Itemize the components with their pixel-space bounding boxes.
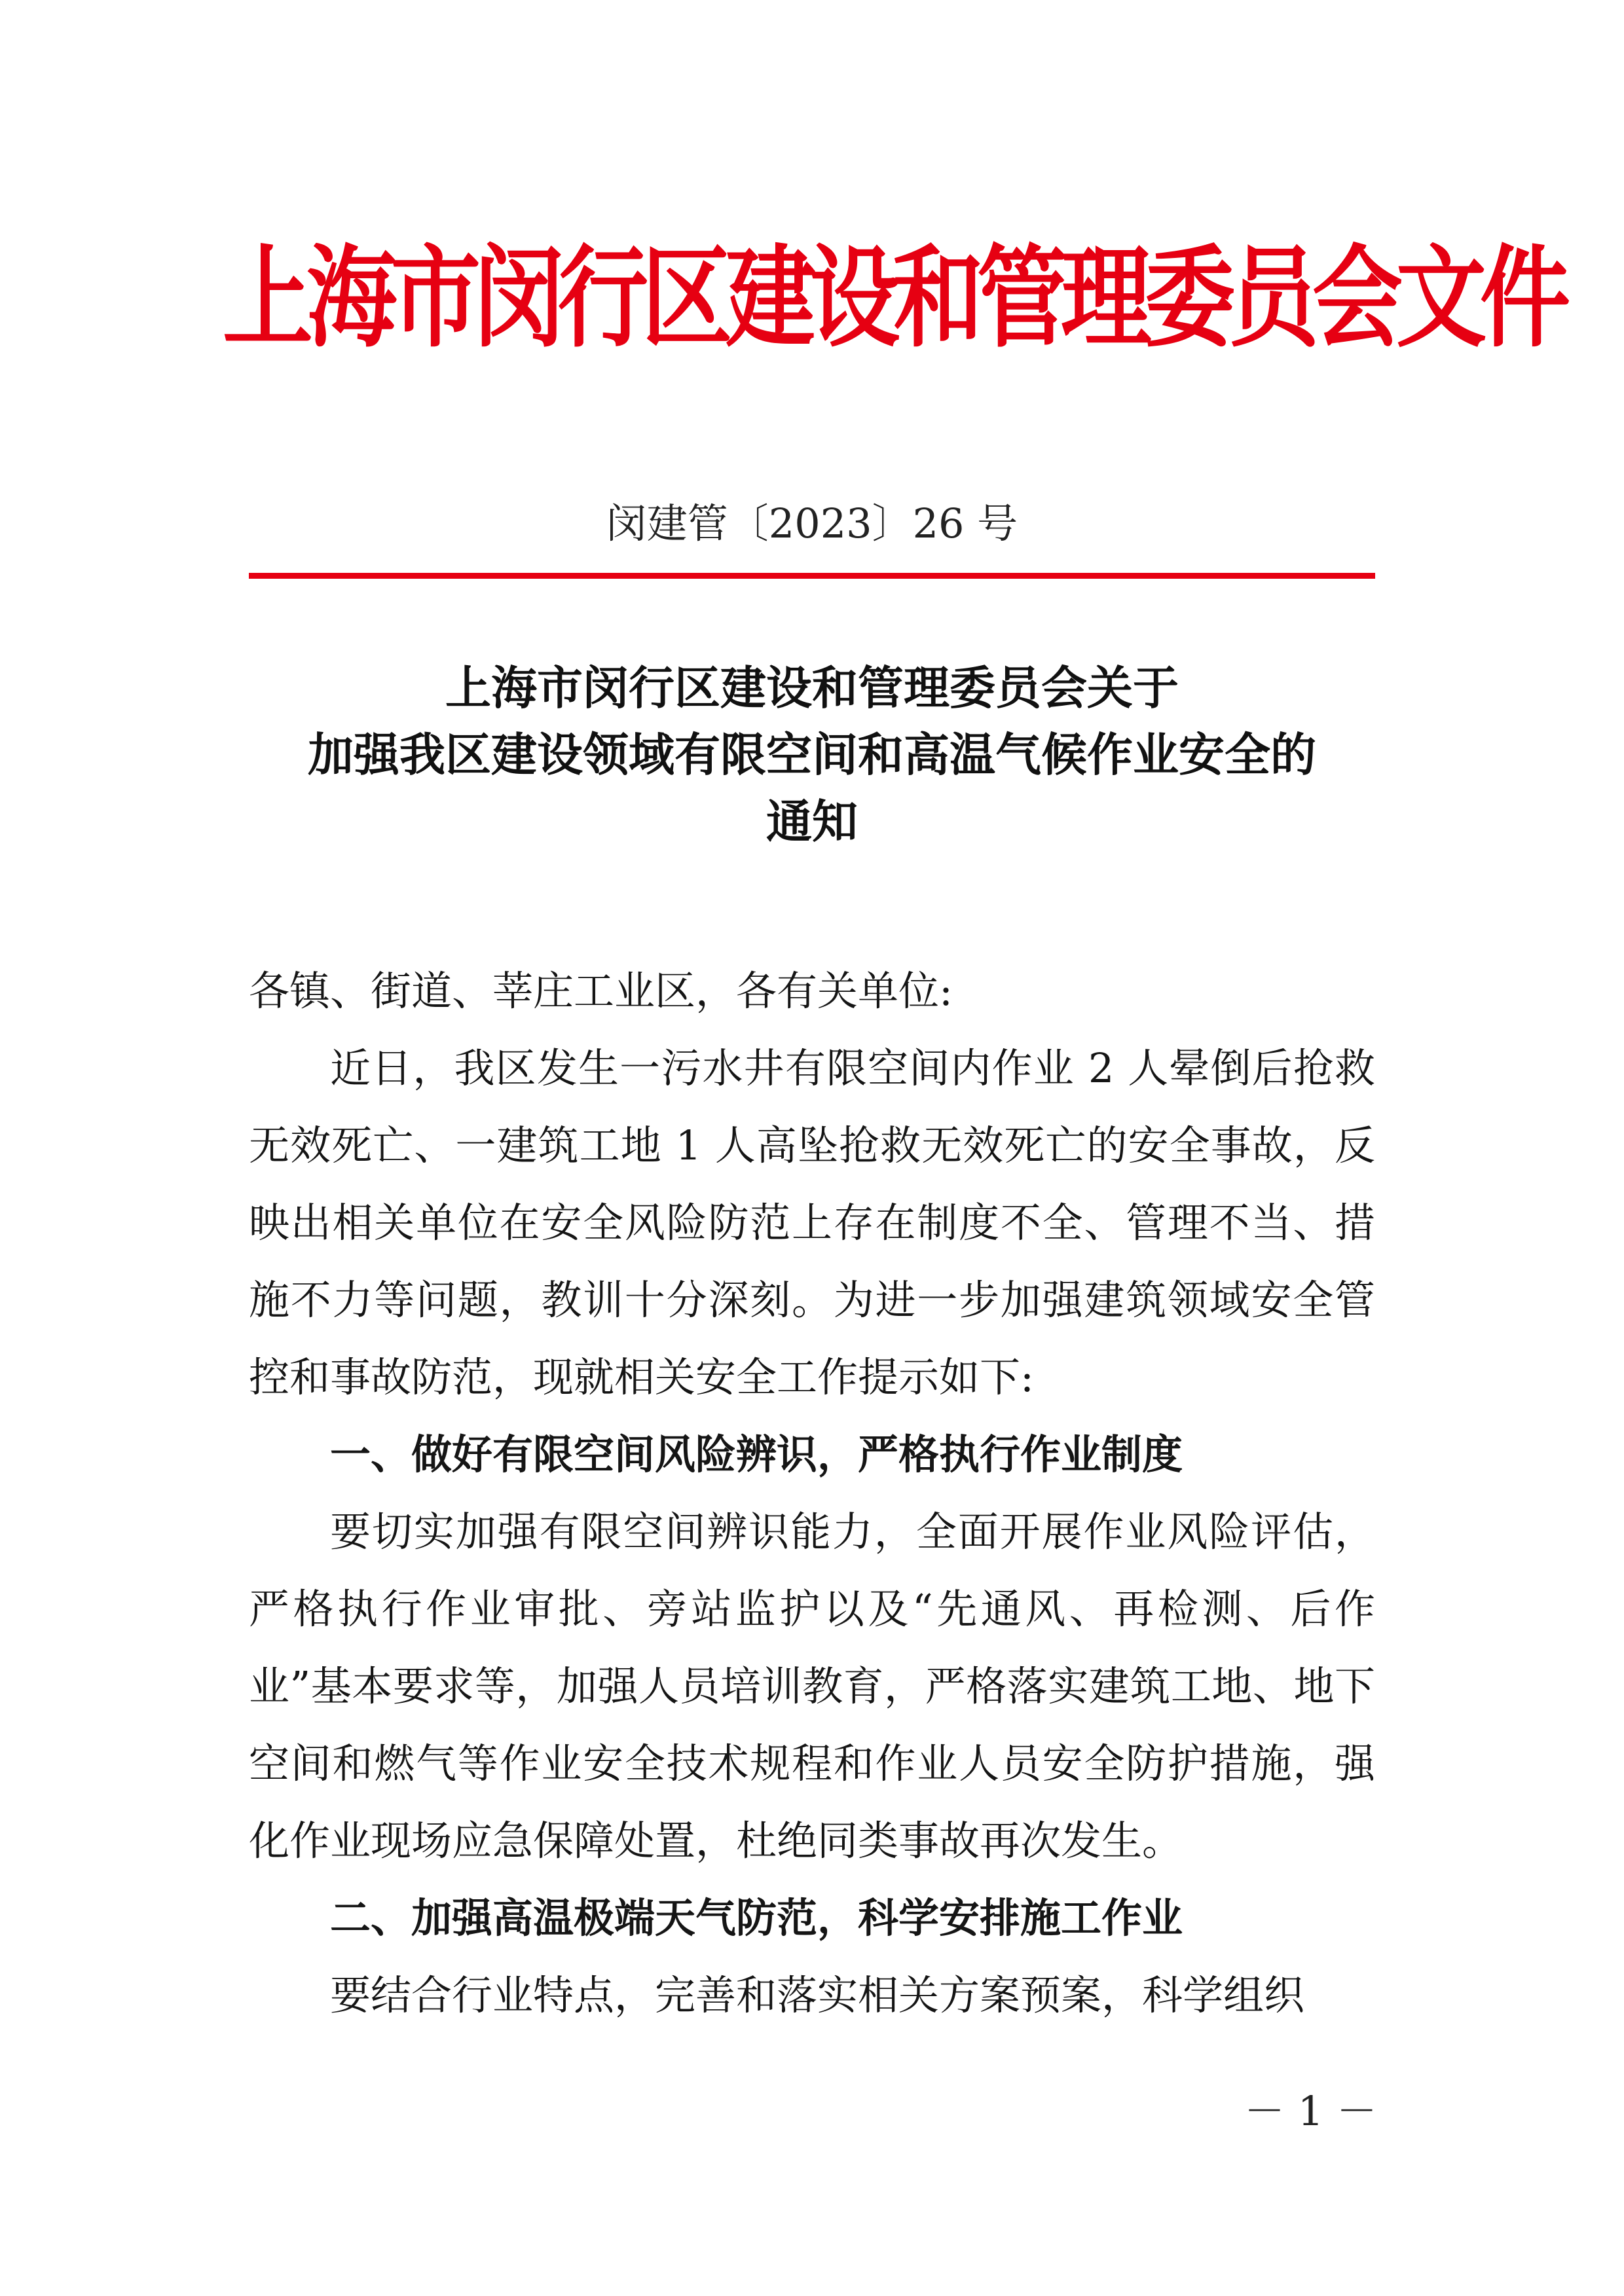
page-number: － 1 －	[1244, 2087, 1377, 2135]
document-number: 闵建管〔2023〕26 号	[606, 500, 1018, 547]
paragraph-section-2: 要结合行业特点，完善和落实相关方案预案，科学组织	[330, 1971, 1305, 2019]
paragraph-intro: 近日，我区发生一污水井有限空间内作业 2 人晕倒后抢救无效死亡、一建筑工地 1 人高坠抢救无效死亡的安全事故，反映出相关单位在安全风险防范上存在制度不全、管理不当、措施不力等问题，教训十分深刻。为进一步加强建筑领域安全管控和事故防范，现就相关安全工作提示如下:	[249, 1044, 1375, 1401]
title-line-3: 通知	[766, 795, 858, 848]
title-line-2: 加强我区建设领域有限空间和高温气候作业安全的	[308, 728, 1316, 782]
addressee-line: 各镇、街道、莘庄工业区，各有关单位:	[249, 967, 953, 1015]
title-line-1: 上海市闵行区建设和管理委员会关于	[445, 661, 1179, 715]
section-heading-1: 一、做好有限空间风险辨识，严格执行作业制度	[330, 1430, 1183, 1478]
red-divider-line	[249, 573, 1375, 579]
section-heading-2: 二、加强高温极端天气防范，科学安排施工作业	[330, 1894, 1183, 1942]
paragraph-section-1: 要切实加强有限空间辨识能力，全面开展作业风险评估，严格执行作业审批、旁站监护以及“先通风、再检测、后作业”基本要求等，加强人员培训教育，严格落实建筑工地、地下空间和燃气等作业安全技术规程和作业人员安全防护措施，强化作业现场应急保障处置，杜绝同类事故再次发生。	[249, 1508, 1375, 1865]
document-title	[223, 655, 1401, 855]
masthead-title: 上海市闵行区建设和管理委员会文件	[223, 232, 1564, 363]
